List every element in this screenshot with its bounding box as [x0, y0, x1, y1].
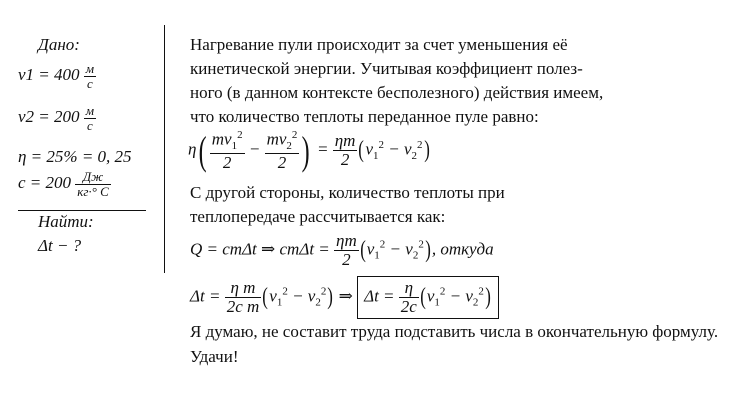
- eq3-arrow: ⇒: [338, 286, 353, 306]
- eq2-v2-sub: 2: [412, 249, 419, 262]
- given-v1-value: v1 = 400: [18, 65, 80, 85]
- eq2-frac: [334, 232, 359, 269]
- final-v2-sup: 2: [478, 285, 484, 298]
- eq1-term2: [265, 130, 300, 171]
- eq1-rhs-close: ): [423, 137, 430, 164]
- eq1-rhs-open: (: [358, 137, 365, 164]
- eq3-close: ): [327, 283, 334, 310]
- find-value: Δt − ?: [38, 236, 82, 255]
- eq1-v2-sup: 2: [417, 138, 423, 151]
- eq1-v1-sup: 2: [378, 138, 384, 151]
- solution-line-6: теплопередаче рассчитывается как:: [190, 207, 446, 226]
- eq1-v2: v: [403, 139, 412, 159]
- solution-line-4: что количество теплоты переданное пуле равно:: [190, 107, 539, 126]
- unit-den: с: [87, 117, 93, 133]
- eq3-v2-sub: 2: [315, 296, 321, 309]
- eq1-open-paren: (: [199, 127, 208, 173]
- eq1-term1: [210, 130, 245, 171]
- eq2-lhs: Q = cmΔt ⇒ cmΔt =: [190, 239, 330, 259]
- vertical-divider: [164, 25, 165, 273]
- final-v1-sup: 2: [439, 285, 446, 298]
- given-c-unit: [75, 170, 111, 198]
- eq2-open: (: [359, 236, 366, 263]
- given-v2-value: v2 = 200: [18, 107, 80, 127]
- final-den: 2c: [400, 296, 417, 316]
- eq2-tail: , откуда: [431, 239, 494, 259]
- eq3-den: 2c m: [226, 296, 260, 316]
- eq1-term1-den: 2: [222, 152, 232, 172]
- solution-line-2: кинетической энергии. Учитывая коэффициент полез-: [190, 59, 583, 78]
- eq2-v2: v: [405, 239, 413, 259]
- equation-energy: η( $\frac{mv_1^2}{2}$ − $\frac{mv_2^2}{2}$ ) = $\frac{\eta m}{2}$ $(v_1^2 - v_2^2)$: [188, 127, 430, 173]
- eq3-v1-sub: 1: [276, 296, 283, 309]
- eq1-rhs-frac: [333, 132, 358, 169]
- final-open: (: [420, 283, 426, 310]
- eq1-v2-sub: 2: [411, 150, 418, 163]
- given-eta: η = 25% = 0, 25: [18, 147, 132, 166]
- eq1-term1-sup: 2: [237, 129, 243, 141]
- solution-line-3: ного (в данном контексте бесполезного) действия имеем,: [190, 83, 604, 102]
- final-v1-sub: 1: [434, 296, 440, 309]
- eq1-close-paren: ): [302, 127, 311, 173]
- final-num: η: [399, 279, 419, 298]
- given-v2: [18, 104, 96, 132]
- eq1-eta: η: [188, 139, 197, 159]
- eq3-v1: v: [269, 286, 277, 306]
- eq3-v1-sup: 2: [282, 285, 288, 298]
- eq2-num: ηm: [336, 231, 357, 250]
- eq2-close: ): [425, 236, 431, 263]
- eq3-num: η m: [225, 279, 262, 298]
- unit-num: м: [85, 103, 95, 118]
- eq1-equals: =: [316, 139, 329, 159]
- given-c: [18, 170, 111, 198]
- given-v1: [18, 62, 96, 90]
- eq1-term2-sup: 2: [291, 129, 298, 141]
- eq1-rhs-num: ηm: [334, 131, 356, 151]
- eq1-minus: −: [248, 139, 261, 159]
- unit-num: Дж: [75, 170, 111, 185]
- eq1-term2-num: mv: [266, 129, 287, 149]
- given-c-value: c = 200: [18, 173, 72, 193]
- eq2-v2-sup: 2: [418, 238, 424, 251]
- equation-heat: Q = cmΔt ⇒ cmΔt = $\frac{\eta m}{2}$ $(v_1^2 - v_2^2)$, откуда: [190, 231, 494, 269]
- eq3-lhs: Δt =: [190, 286, 221, 306]
- final-lhs: Δt =: [364, 286, 395, 306]
- given-divider: [18, 210, 146, 211]
- eq2-den: 2: [342, 249, 351, 269]
- equation-result: Δt = $\frac{\text{η m}}{\text{2c m}}$ $(v_1^2 - v_2^2)$ ⇒ Δt = $\frac{\eta}{2c}$ $(v_1^2 - v_2^2)$: [190, 276, 499, 319]
- eq2-v1-sub: 1: [374, 249, 380, 262]
- find-heading: Найти:: [38, 212, 94, 231]
- eq1-v1-sub: 1: [372, 150, 379, 163]
- final-v2-sub: 2: [472, 296, 479, 309]
- given-v2-unit: [84, 104, 96, 132]
- eq3-v2: v: [307, 286, 316, 306]
- solution-line-7: Я думаю, не составит труда подставить числа в окончательную формулу.: [190, 322, 719, 341]
- eq3-open: (: [262, 283, 269, 310]
- unit-den: кг·° С: [77, 183, 109, 199]
- eq1-term2-den: 2: [277, 152, 287, 172]
- given-v1-unit: [84, 62, 96, 90]
- solution-line-5: С другой стороны, количество теплоты при: [190, 183, 505, 202]
- final-frac: [399, 279, 419, 316]
- solution-line-1: Нагревание пули происходит за счет уменьшения её: [190, 35, 568, 54]
- eq3-frac: [225, 279, 262, 316]
- final-close: ): [485, 283, 491, 310]
- eq1-v1: v: [365, 139, 373, 159]
- unit-num: м: [85, 61, 95, 76]
- eq2-v1: v: [366, 239, 375, 259]
- final-v2: v: [465, 286, 473, 306]
- unit-den: с: [87, 75, 93, 91]
- final-v1: v: [426, 286, 435, 306]
- eq3-v2-sup: 2: [320, 285, 327, 298]
- given-heading: Дано:: [38, 35, 80, 54]
- solution-line-8: Удачи!: [190, 347, 239, 366]
- eq2-v1-sup: 2: [379, 238, 386, 251]
- eq1-rhs-den: 2: [340, 150, 350, 170]
- eq1-term1-sub: 1: [231, 140, 238, 153]
- eq1-term1-num: mv: [211, 129, 232, 149]
- final-answer-box: Δt = $\frac{\eta}{2c}$ $(v_1^2 - v_2^2)$: [357, 276, 499, 319]
- eq1-term2-sub: 2: [286, 140, 292, 153]
